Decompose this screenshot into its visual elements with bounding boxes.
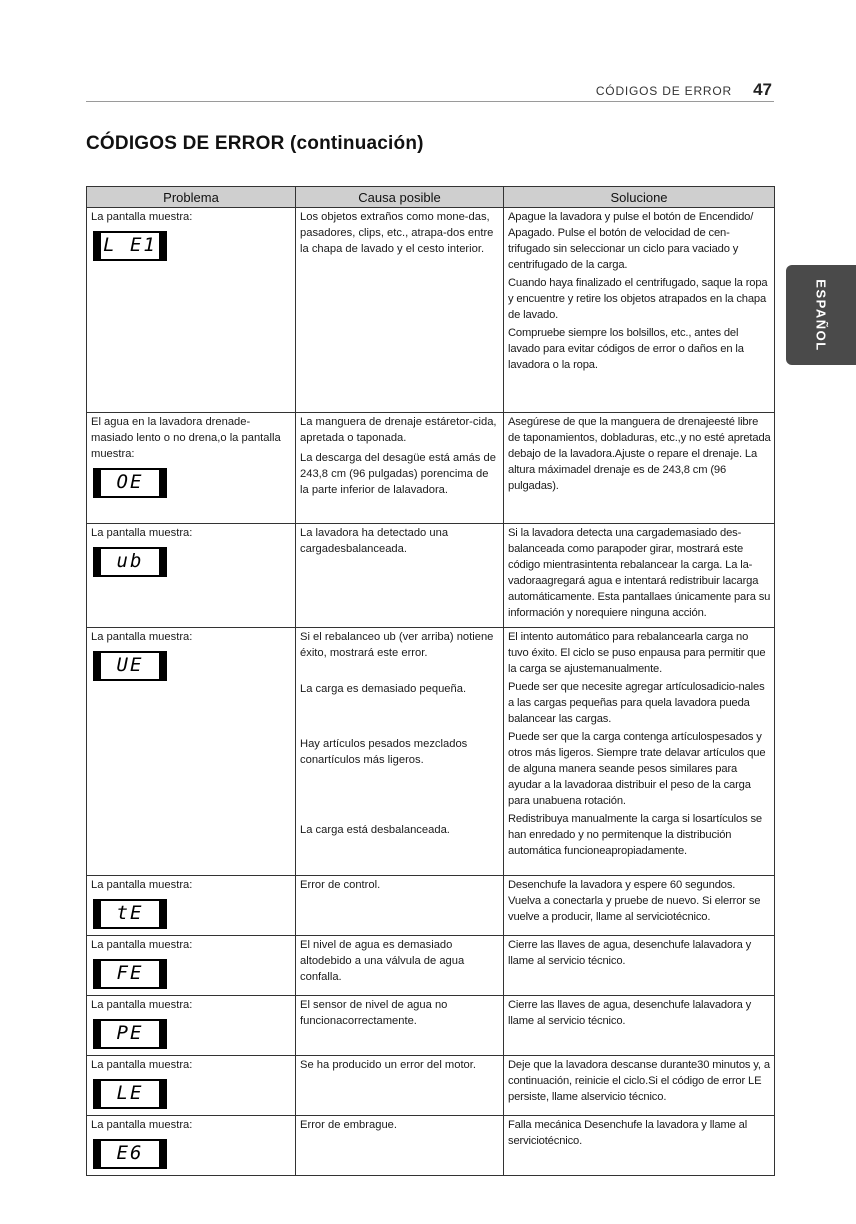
cause-cell xyxy=(296,1116,504,1176)
cause-cell xyxy=(296,1056,504,1116)
problem-text: La pantalla muestra: xyxy=(91,1059,193,1071)
cause-cell xyxy=(296,628,504,876)
lcd-display-icon xyxy=(93,547,167,577)
lcd-display-icon xyxy=(93,651,167,681)
lcd-display-icon xyxy=(93,1139,167,1169)
header-rule xyxy=(86,101,774,102)
solution-cell xyxy=(504,413,775,524)
solution-text: Cuando haya finalizado el centrifugado, saque la ropa y encuentre y retire los objetos atrapados en la chapa de lavado. xyxy=(508,277,768,321)
header-problem: Problema xyxy=(87,187,296,208)
problem-cell xyxy=(87,524,296,628)
solution-text: Cierre las llaves de agua, desenchufe lalavadora y llame al servicio técnico. xyxy=(508,939,752,967)
cause-text: La descarga del desagüe está amás de 243,8 cm (96 pulgadas) porencima de la parte inferior de lalavadora. xyxy=(300,452,496,496)
cause-cell xyxy=(296,876,504,936)
table-row xyxy=(87,413,775,524)
page-title: CÓDIGOS DE ERROR (continuación) xyxy=(86,133,424,154)
error-code: LE xyxy=(116,1082,144,1104)
problem-text: La pantalla muestra: xyxy=(91,939,193,951)
error-code: L E1 xyxy=(103,234,157,256)
cause-text: La carga es demasiado pequeña. xyxy=(300,683,467,695)
problem-text: La pantalla muestra: xyxy=(91,879,193,891)
problem-text: La pantalla muestra: xyxy=(91,631,193,643)
cause-text: Los objetos extraños como mone-das, pasadores, clips, etc., atrapa-dos entre la chapa de lavado y el cesto interior. xyxy=(300,211,494,255)
language-tab-label: ESPAÑOL xyxy=(813,278,829,352)
problem-cell xyxy=(87,208,296,413)
error-code: E6 xyxy=(116,1142,144,1164)
cause-text: La carga está desbalanceada. xyxy=(300,824,450,836)
table-row xyxy=(87,1116,775,1176)
error-code: FE xyxy=(116,962,144,984)
table-row xyxy=(87,1056,775,1116)
solution-text: Cierre las llaves de agua, desenchufe lalavadora y llame al servicio técnico. xyxy=(508,999,752,1027)
solution-cell xyxy=(504,1116,775,1176)
solution-text: Puede ser que la carga contenga artículospesados y otros más ligeros. Siempre trate delavar artículos que de alguna manera seande pesos similares para ayudar a la lavadoraa distribuir el peso de la carga para unabuena rotación. xyxy=(508,731,766,807)
cause-text: El nivel de agua es demasiado altodebido a una válvula de agua confalla. xyxy=(300,939,465,983)
problem-cell xyxy=(87,996,296,1056)
cause-text: Error de embrague. xyxy=(300,1119,398,1131)
cause-text: Si el rebalanceo ub (ver arriba) notiene éxito, mostrará este error. xyxy=(300,631,494,659)
table-row xyxy=(87,208,775,413)
solution-text: Si la lavadora detecta una cargademasiado des-balanceada como parapoder girar, mostrará este código mientrasintenta rebalancear la carga. La la-vadoraagregará agua e intentará redistribuir lacarga automáticamente. Esta pantallaes únicamente para su información y norequiere ninguna acción. xyxy=(508,527,771,619)
solution-cell xyxy=(504,876,775,936)
solution-cell xyxy=(504,996,775,1056)
language-tab xyxy=(786,265,856,365)
cause-cell xyxy=(296,524,504,628)
error-code: OE xyxy=(116,471,144,493)
problem-cell xyxy=(87,876,296,936)
lcd-display-icon xyxy=(93,1019,167,1049)
problem-cell xyxy=(87,936,296,996)
solution-text: Puede ser que necesite agregar artículosadicio-nales a las cargas pequeñas para quela lavadora pueda balancear las cargas. xyxy=(508,681,765,725)
lcd-display-icon xyxy=(93,899,167,929)
table-row xyxy=(87,524,775,628)
solution-text: Redistribuya manualmente la carga si losartículos se han enredado y no permitenque la distribución automática funcioneapropiadamente. xyxy=(508,813,762,857)
problem-cell xyxy=(87,1056,296,1116)
table-row xyxy=(87,876,775,936)
table-header-row xyxy=(87,187,775,208)
cause-text: Se ha producido un error del motor. xyxy=(300,1059,476,1071)
solution-text: El intento automático para rebalancearla carga no tuvo éxito. El ciclo se puso enpausa para permitir que la carga se ajustemanualmente. xyxy=(508,631,766,675)
error-code: ub xyxy=(116,550,144,572)
cause-text: Hay artículos pesados mezclados conartículos más ligeros. xyxy=(300,738,468,766)
error-code: UE xyxy=(116,654,144,676)
problem-cell xyxy=(87,628,296,876)
problem-text: El agua en la lavadora drenade-masiado lento o no drena,o la pantalla muestra: xyxy=(91,416,281,460)
error-code: tE xyxy=(116,902,144,924)
solution-text: Compruebe siempre los bolsillos, etc., antes del lavado para evitar códigos de error o daños en la lavadora o la ropa. xyxy=(508,327,744,371)
lcd-display-icon xyxy=(93,468,167,498)
cause-cell xyxy=(296,208,504,413)
lcd-display-icon xyxy=(93,1079,167,1109)
cause-text: La lavadora ha detectado una cargadesbalanceada. xyxy=(300,527,449,555)
error-code: PE xyxy=(116,1022,144,1044)
cause-text: Error de control. xyxy=(300,879,381,891)
solution-cell xyxy=(504,628,775,876)
running-header: CÓDIGOS DE ERROR xyxy=(595,84,732,98)
problem-cell xyxy=(87,1116,296,1176)
lcd-display-icon xyxy=(93,959,167,989)
solution-cell xyxy=(504,524,775,628)
problem-text: La pantalla muestra: xyxy=(91,527,193,539)
table-row xyxy=(87,628,775,876)
cause-text: La manguera de drenaje estáretor-cida, apretada o taponada. xyxy=(300,416,497,444)
cause-cell xyxy=(296,413,504,524)
solution-text: Apague la lavadora y pulse el botón de Encendido/ Apagado. Pulse el botón de velocidad de cen-trifugado sin seleccionar un ciclo para vaciado y centrifugado de la carga. xyxy=(508,211,754,271)
cause-text: El sensor de nivel de agua no funcionacorrectamente. xyxy=(300,999,448,1027)
solution-text: Asegúrese de que la manguera de drenajeesté libre de taponamientos, dobladuras, etc.,y no esté apretada debajo de la lavadora.Ajuste o repare el drenaje. La altura máximadel drenaje es de 243,8 cm (96 pulgadas). xyxy=(508,416,771,492)
solution-cell xyxy=(504,1056,775,1116)
problem-text: La pantalla muestra: xyxy=(91,999,193,1011)
problem-text: La pantalla muestra: xyxy=(91,1119,193,1131)
solution-text: Desenchufe la lavadora y espere 60 segundos. Vuelva a conectarla y pruebe de nuevo. Si elerror se vuelve a producir, llame al serviciotécnico. xyxy=(508,879,761,923)
error-codes-table xyxy=(86,186,775,1176)
solution-text: Falla mecánica Desenchufe la lavadora y llame al serviciotécnico. xyxy=(508,1119,748,1147)
solution-cell xyxy=(504,208,775,413)
solution-cell xyxy=(504,936,775,996)
table-row xyxy=(87,936,775,996)
problem-cell xyxy=(87,413,296,524)
header-solution: Solucione xyxy=(504,187,775,208)
solution-text: Deje que la lavadora descanse durante30 minutos y, a continuación, reinicie el ciclo.Si el código de error LE persiste, llame alservicio técnico. xyxy=(508,1059,770,1103)
cause-cell xyxy=(296,996,504,1056)
header-cause: Causa posible xyxy=(296,187,504,208)
cause-cell xyxy=(296,936,504,996)
lcd-display-icon xyxy=(93,231,167,261)
table-row xyxy=(87,996,775,1056)
problem-text: La pantalla muestra: xyxy=(91,211,193,223)
page-number: 47 xyxy=(753,80,772,99)
